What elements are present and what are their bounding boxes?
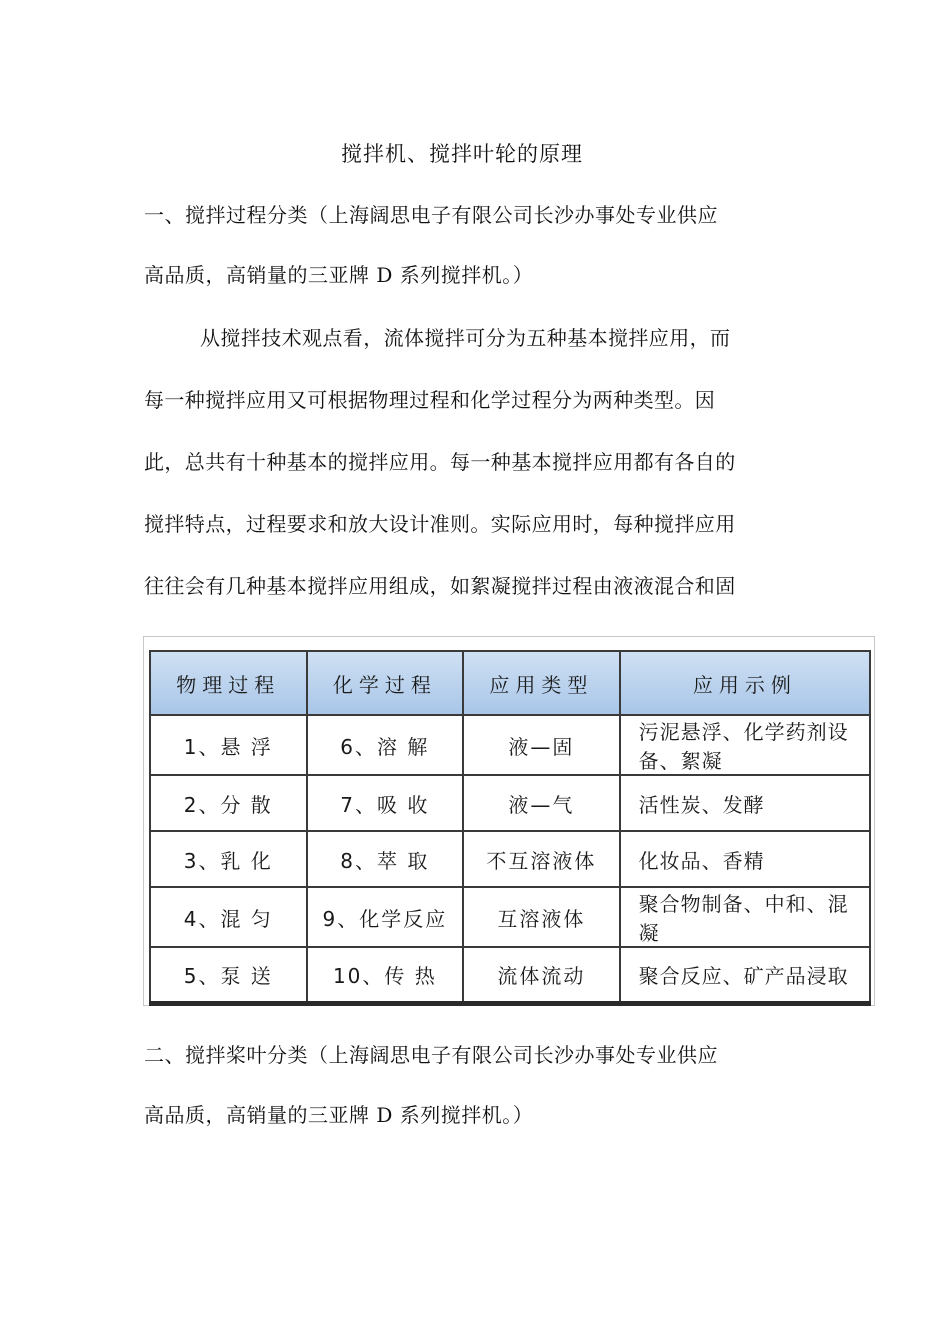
body-paragraph — [144, 307, 794, 679]
table-cell: 聚合物制备、中和、混凝 — [620, 887, 870, 947]
table-cell: 活性炭、发酵 — [620, 775, 870, 831]
table-cell: 互溶液体 — [463, 887, 620, 947]
process-table-image — [143, 636, 875, 1006]
table-cell: 不互溶液体 — [463, 831, 620, 887]
section-heading-2 — [144, 1025, 804, 1145]
table-cell: 液—固 — [463, 715, 620, 775]
table-cell: 2、分 散 — [150, 775, 307, 831]
header-application-type: 应用类型 — [463, 651, 620, 715]
header-physical-process: 物理过程 — [150, 651, 307, 715]
table-row — [150, 947, 870, 1003]
section-heading-2-line-1: 二、搅拌桨叶分类（上海阔思电子有限公司长沙办事处专业供应 — [144, 1043, 718, 1067]
process-table — [149, 650, 871, 1006]
table-row — [150, 775, 870, 831]
document-title: 搅拌机、搅拌叶轮的原理 — [341, 142, 583, 166]
section-heading-1-line-1: 一、搅拌过程分类（上海阔思电子有限公司长沙办事处专业供应 — [144, 203, 718, 227]
header-application-example: 应用示例 — [620, 651, 870, 715]
table-cell: 聚合反应、矿产品浸取 — [620, 947, 870, 1003]
table-cell: 7、吸 收 — [307, 775, 464, 831]
paragraph-line: 此，总共有十种基本的搅拌应用。每一种基本搅拌应用都有各自的 — [144, 450, 736, 474]
table-cell: 流体流动 — [463, 947, 620, 1003]
section-heading-1-line-2: 高品质，高销量的三亚牌 D 系列搅拌机。） — [144, 263, 534, 287]
table-cell: 5、泵 送 — [150, 947, 307, 1003]
paragraph-line: 每一种搅拌应用又可根据物理过程和化学过程分为两种类型。因 — [144, 388, 716, 412]
table-row — [150, 831, 870, 887]
header-chemical-process: 化学过程 — [307, 651, 464, 715]
section-heading-1 — [144, 185, 804, 305]
table-cell: 6、溶 解 — [307, 715, 464, 775]
table-row — [150, 715, 870, 775]
table-cell: 3、乳 化 — [150, 831, 307, 887]
table-cell: 8、萃 取 — [307, 831, 464, 887]
table-cell: 4、混 匀 — [150, 887, 307, 947]
section-heading-2-line-2: 高品质，高销量的三亚牌 D 系列搅拌机。） — [144, 1103, 534, 1127]
table-cell: 1、悬 浮 — [150, 715, 307, 775]
paragraph-line: 从搅拌技术观点看，流体搅拌可分为五种基本搅拌应用，而 — [200, 326, 731, 350]
table-cell: 9、化学反应 — [307, 887, 464, 947]
table-header-row — [150, 651, 870, 715]
table-cell: 污泥悬浮、化学药剂设备、絮凝 — [620, 715, 870, 775]
paragraph-line: 往往会有几种基本搅拌应用组成，如絮凝搅拌过程由液液混合和固 — [144, 574, 736, 598]
table-cell: 液—气 — [463, 775, 620, 831]
table-cell: 化妆品、香精 — [620, 831, 870, 887]
table-row — [150, 887, 870, 947]
table-cell: 10、传 热 — [307, 947, 464, 1003]
paragraph-line: 搅拌特点，过程要求和放大设计准则。实际应用时，每种搅拌应用 — [144, 512, 736, 536]
